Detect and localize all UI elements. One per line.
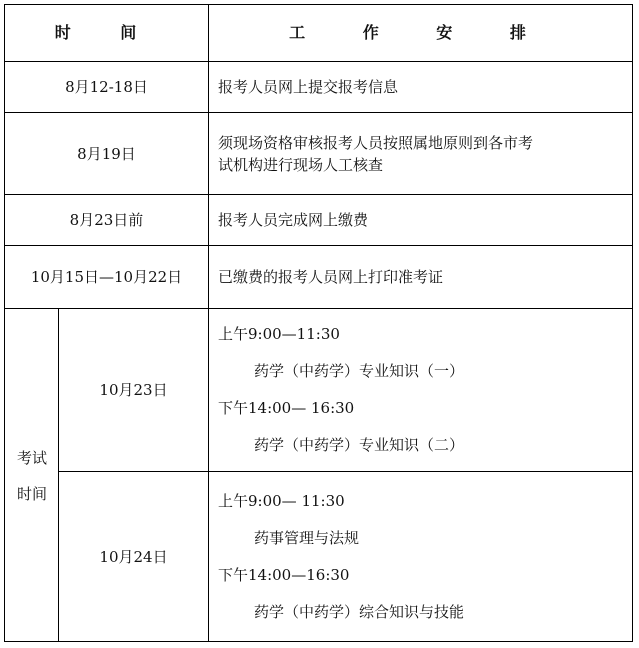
row-task-line2: 试机构进行现场人工核查 (218, 156, 384, 174)
table-border-right (632, 4, 633, 642)
exam-date: 10月23日 (99, 381, 168, 399)
exam-label-line1: 考试 (16, 449, 47, 467)
row-time: 8月19日 (77, 144, 136, 163)
row-time: 8月12-18日 (65, 78, 148, 96)
row-time: 10月15日—10月22日 (30, 268, 183, 286)
exam-afternoon-time: 下午14:00— 16:30 (218, 399, 355, 417)
exam-afternoon-subject: 药学（中药学）综合知识与技能 (254, 603, 465, 621)
header-arrangement: 工 作 安 排 (289, 23, 552, 42)
exam-label-line2: 时间 (16, 485, 47, 503)
exam-morning-time: 上午9:00— 11:30 (218, 492, 345, 510)
row-task: 已缴费的报考人员网上打印准考证 (218, 268, 444, 286)
exam-morning-subject: 药事管理与法规 (254, 529, 360, 547)
header-time: 时 间 (54, 23, 159, 42)
column-divider (208, 4, 209, 642)
row-task: 报考人员网上提交报考信息 (218, 78, 399, 96)
row-task: 报考人员完成网上缴费 (218, 211, 369, 229)
exam-morning-time: 上午9:00—11:30 (218, 325, 340, 343)
exam-date: 10月24日 (99, 547, 168, 566)
exam-afternoon-subject: 药学（中药学）专业知识（二） (254, 436, 465, 454)
exam-afternoon-time: 下午14:00—16:30 (218, 566, 350, 584)
exam-morning-subject: 药学（中药学）专业知识（一） (254, 362, 465, 380)
row-time: 8月23日前 (69, 211, 144, 229)
table-border-bottom (4, 641, 633, 642)
row-task-line1: 须现场资格审核报考人员按照属地原则到各市考 (218, 134, 534, 152)
